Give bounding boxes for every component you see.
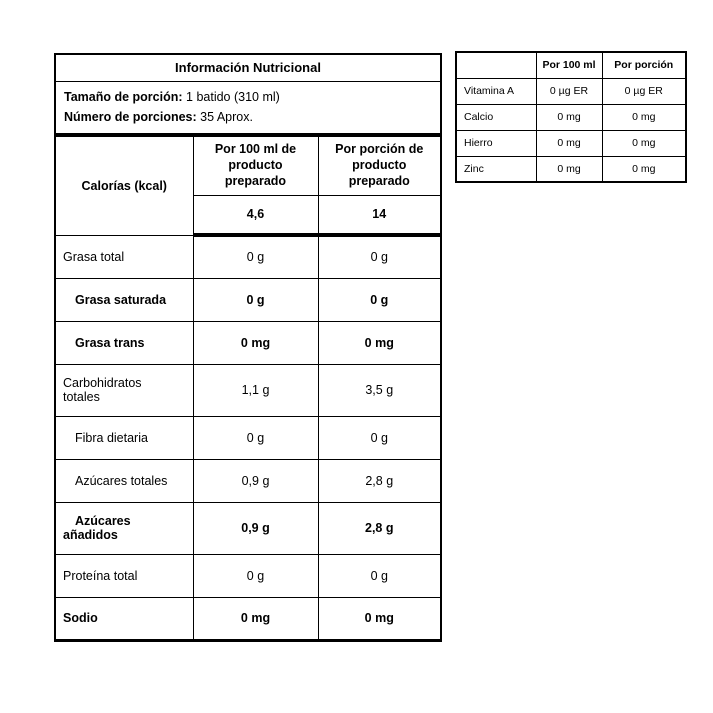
micronutrient-value-per-portion: 0 mg (602, 104, 686, 130)
table-row (55, 554, 441, 597)
table-row (55, 502, 441, 554)
micronutrient-label: Hierro (456, 130, 536, 156)
nutrient-label: Azúcares totales (55, 459, 193, 502)
nutrient-value-per-100ml: 0,9 g (193, 502, 318, 554)
nutrient-value-per-portion: 2,8 g (318, 502, 441, 554)
table-row (456, 104, 686, 130)
servings-count-value: 35 Aprox. (200, 110, 253, 125)
micro-corner-cell (456, 52, 536, 78)
table-row (55, 597, 441, 640)
nutrient-value-per-portion: 2,8 g (318, 459, 441, 502)
servings-count-label: Número de porciones: (64, 110, 197, 125)
nutrient-value-per-100ml: 0 mg (193, 597, 318, 640)
nutrient-label: Grasa total (55, 235, 193, 278)
micronutrient-value-per-portion: 0 mg (602, 156, 686, 182)
calories-header: Calorías (kcal) (55, 135, 193, 235)
micronutrient-label: Vitamina A (456, 78, 536, 104)
micronutrient-value-per-100ml: 0 mg (536, 130, 602, 156)
nutrient-value-per-100ml: 0 g (193, 235, 318, 278)
micronutrient-label: Calcio (456, 104, 536, 130)
table-row (456, 52, 686, 78)
nutrient-label: Carbohidratos totales (55, 364, 193, 416)
nutrient-value-per-portion: 0 g (318, 554, 441, 597)
micro-column-per-portion: Por porción (602, 52, 686, 78)
table-row (55, 235, 441, 278)
micronutrient-value-per-100ml: 0 mg (536, 156, 602, 182)
table-row (456, 156, 686, 182)
nutrient-value-per-100ml: 0 g (193, 416, 318, 459)
serving-info (55, 81, 441, 135)
table-row (55, 364, 441, 416)
table-row (55, 278, 441, 321)
nutrient-value-per-portion: 0 g (318, 416, 441, 459)
column-header-per-100ml: Por 100 ml de producto preparado (193, 135, 318, 195)
table-row (456, 130, 686, 156)
micronutrient-label: Zinc (456, 156, 536, 182)
nutrient-label: Grasa trans (55, 321, 193, 364)
table-row (456, 78, 686, 104)
nutrient-value-per-portion: 0 g (318, 235, 441, 278)
column-header-per-portion: Por porción de producto preparado (318, 135, 441, 195)
nutrition-facts-table (54, 53, 442, 642)
nutrient-label: Azúcares añadidos (55, 502, 193, 554)
serving-size-label: Tamaño de porción: (64, 90, 183, 105)
nutrient-label: Fibra dietaria (55, 416, 193, 459)
micronutrients-table (455, 51, 687, 183)
micro-column-per-100ml: Por 100 ml (536, 52, 602, 78)
micronutrient-value-per-portion: 0 mg (602, 130, 686, 156)
table-row (55, 416, 441, 459)
nutrient-label: Proteína total (55, 554, 193, 597)
nutrient-value-per-100ml: 0 g (193, 278, 318, 321)
nutrient-value-per-portion: 0 mg (318, 597, 441, 640)
calories-value-per-portion: 14 (318, 195, 441, 235)
table-row (55, 321, 441, 364)
micronutrient-value-per-100ml: 0 mg (536, 104, 602, 130)
nutrient-value-per-100ml: 0,9 g (193, 459, 318, 502)
servings-count-line (64, 107, 432, 127)
nutrient-value-per-100ml: 0 g (193, 554, 318, 597)
nutrient-label: Sodio (55, 597, 193, 640)
nutrient-value-per-portion: 3,5 g (318, 364, 441, 416)
table-row (55, 459, 441, 502)
nutrient-label: Grasa saturada (55, 278, 193, 321)
micronutrient-value-per-portion: 0 µg ER (602, 78, 686, 104)
nutrient-value-per-portion: 0 g (318, 278, 441, 321)
calories-value-per-100ml: 4,6 (193, 195, 318, 235)
nutrient-value-per-100ml: 0 mg (193, 321, 318, 364)
nutrient-value-per-100ml: 1,1 g (193, 364, 318, 416)
micronutrient-value-per-100ml: 0 µg ER (536, 78, 602, 104)
serving-size-value: 1 batido (310 ml) (186, 90, 280, 105)
nutrient-value-per-portion: 0 mg (318, 321, 441, 364)
serving-size-line (64, 87, 432, 107)
table-title: Información Nutricional (55, 54, 441, 81)
